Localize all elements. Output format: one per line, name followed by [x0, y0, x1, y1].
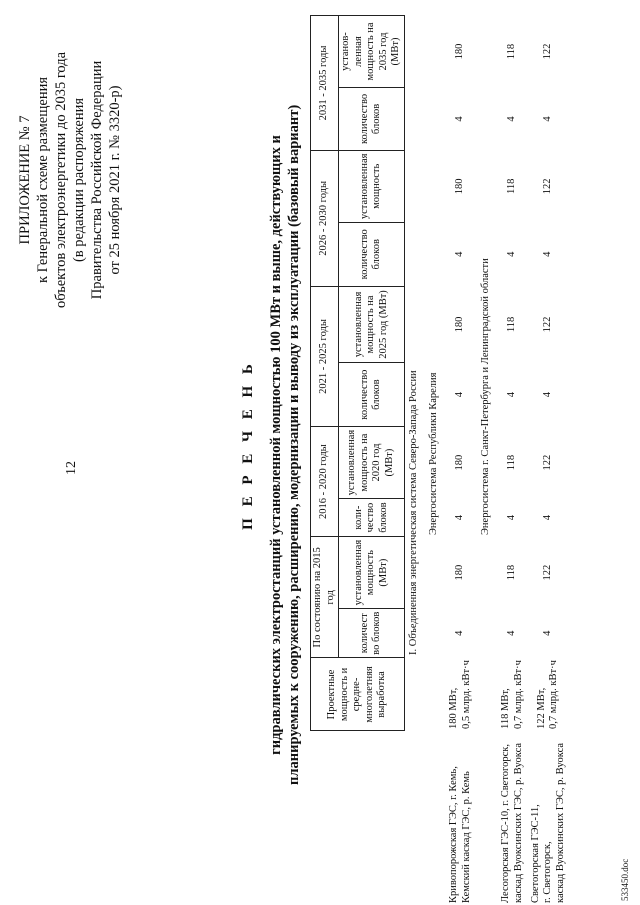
plant-name-line: Лесогорская ГЭС-10, г. Светогорск,	[500, 744, 511, 903]
table-row	[497, 16, 529, 905]
cell: 4	[542, 514, 553, 521]
cell: 180	[454, 316, 466, 333]
cell: 4	[542, 392, 553, 398]
header-sub: установленная мощность на 2025 год (МВт)	[339, 286, 405, 362]
header-sub: установленная мощность на 2020 год (МВт)	[339, 427, 405, 499]
cell: 4	[506, 251, 518, 257]
table-row	[445, 16, 477, 905]
header-sub: коли-чество блоков	[339, 499, 405, 537]
cell: 118	[506, 564, 518, 581]
cell: 122	[542, 564, 553, 581]
cell: 180	[454, 454, 466, 471]
plant-name-line: каскад Вуоксинских ГЭС, р. Вуокса	[554, 742, 566, 903]
appendix-block	[16, 15, 124, 345]
design-capacity	[529, 658, 569, 731]
design-capacity	[497, 658, 529, 731]
cell: 118	[506, 316, 518, 333]
plant-name-line: Светогорская ГЭС-11,	[529, 804, 541, 903]
plant-name-line: г. Светогорск,	[542, 841, 553, 903]
hydro-plants-table	[310, 15, 568, 905]
subsection-title: Энергосистема Республики Карелия	[428, 372, 440, 535]
cell: 122	[542, 316, 553, 333]
header-sub: установ-ленная мощность на 2035 год (МВт)	[339, 16, 405, 88]
header-group: 2016 - 2020 годы	[311, 427, 339, 537]
plant-name	[445, 731, 477, 905]
capacity-line: 122 МВт,	[535, 687, 547, 729]
cell: 118	[506, 43, 518, 60]
section-title: I. Объединенная энергетическая система Северо-Запада России	[408, 370, 420, 655]
title-heading: П Е Р Е Ч Е Н Ь	[240, 360, 256, 530]
cell: 180	[454, 564, 466, 581]
plant-name	[497, 731, 529, 905]
header-design-capacity: Проектные мощность и средне-многолетняя выработка	[311, 658, 405, 731]
capacity-line: 0,7 млрд. кВт·ч	[548, 660, 560, 729]
appendix-line: ПРИЛОЖЕНИЕ № 7	[17, 115, 33, 245]
header-sub: количество блоков	[339, 363, 405, 427]
header-sub: количество блоков	[339, 88, 405, 151]
cell: 4	[542, 630, 553, 636]
plant-name-line: Кемский каскад ГЭС, р. Кемь	[460, 771, 472, 903]
title-line: планируемых к сооружению, расширению, модернизации и выводу из эксплуатации (базовый вариант)	[286, 104, 302, 785]
capacity-line: 118 МВт,	[500, 688, 511, 729]
appendix-line: Правительства Российской Федерации	[89, 60, 105, 300]
subsection-title: Энергосистема г. Санкт-Петербурга и Ленинградской области	[480, 258, 492, 535]
cell: 4	[506, 630, 518, 636]
header-name-blank	[311, 731, 405, 905]
document-title	[240, 105, 303, 785]
header-group: По состоянию на 2015 год	[311, 537, 339, 658]
table-row	[529, 16, 569, 905]
cell: 180	[454, 178, 466, 195]
header-sub: количество блоков	[339, 609, 405, 658]
appendix-line: к Генеральной схеме размещения	[35, 76, 51, 284]
capacity-line: 0,7 млрд. кВт·ч	[512, 660, 524, 729]
cell: 122	[542, 178, 553, 195]
cell: 118	[506, 454, 518, 471]
subsection-row	[425, 16, 445, 905]
header-group: 2026 - 2030 годы	[311, 150, 339, 286]
document-code: 533450.doc	[620, 858, 630, 901]
cell: 4	[506, 116, 518, 122]
cell: 4	[506, 392, 518, 398]
header-sub: установленная мощность	[339, 150, 405, 222]
appendix-line: (в редакции распоряжения	[71, 97, 87, 263]
subsection-row	[477, 16, 497, 905]
plant-name-line: Кривопорожская ГЭС, г. Кемь,	[448, 766, 459, 903]
table-header-row	[311, 16, 339, 905]
cell: 122	[542, 43, 553, 60]
appendix-line: объектов электроэнергетики до 2035 года	[53, 51, 69, 309]
appendix-line: от 25 ноября 2021 г. № 3320-р)	[107, 85, 123, 275]
title-line: гидравлических электростанций установленной мощностью 100 МВт и выше, действующих и	[268, 135, 284, 755]
cell: 4	[506, 514, 518, 521]
cell: 122	[542, 454, 553, 471]
cell: 4	[454, 392, 466, 398]
header-group: 2031 - 2035 годы	[311, 16, 339, 151]
cell: 4	[454, 116, 466, 122]
design-capacity	[445, 658, 477, 731]
cell: 4	[454, 251, 466, 257]
header-sub: установленная мощность (МВт)	[339, 537, 405, 609]
cell: 4	[542, 251, 553, 257]
plant-name-line: каскад Вуоксинских ГЭС, р. Вуокса	[512, 742, 524, 903]
cell: 180	[454, 43, 466, 60]
cell: 4	[454, 630, 466, 636]
page-number: 12	[64, 461, 79, 475]
cell: 118	[506, 178, 518, 194]
header-group: 2021 - 2025 годы	[311, 286, 339, 426]
capacity-line: 180 МВт,	[448, 687, 459, 729]
capacity-line: 0,5 млрд. кВт·ч	[460, 660, 472, 729]
header-sub: количество блоков	[339, 222, 405, 286]
cell: 4	[542, 116, 553, 122]
cell: 4	[454, 514, 466, 521]
plant-name	[529, 731, 569, 905]
section-row	[404, 16, 425, 905]
